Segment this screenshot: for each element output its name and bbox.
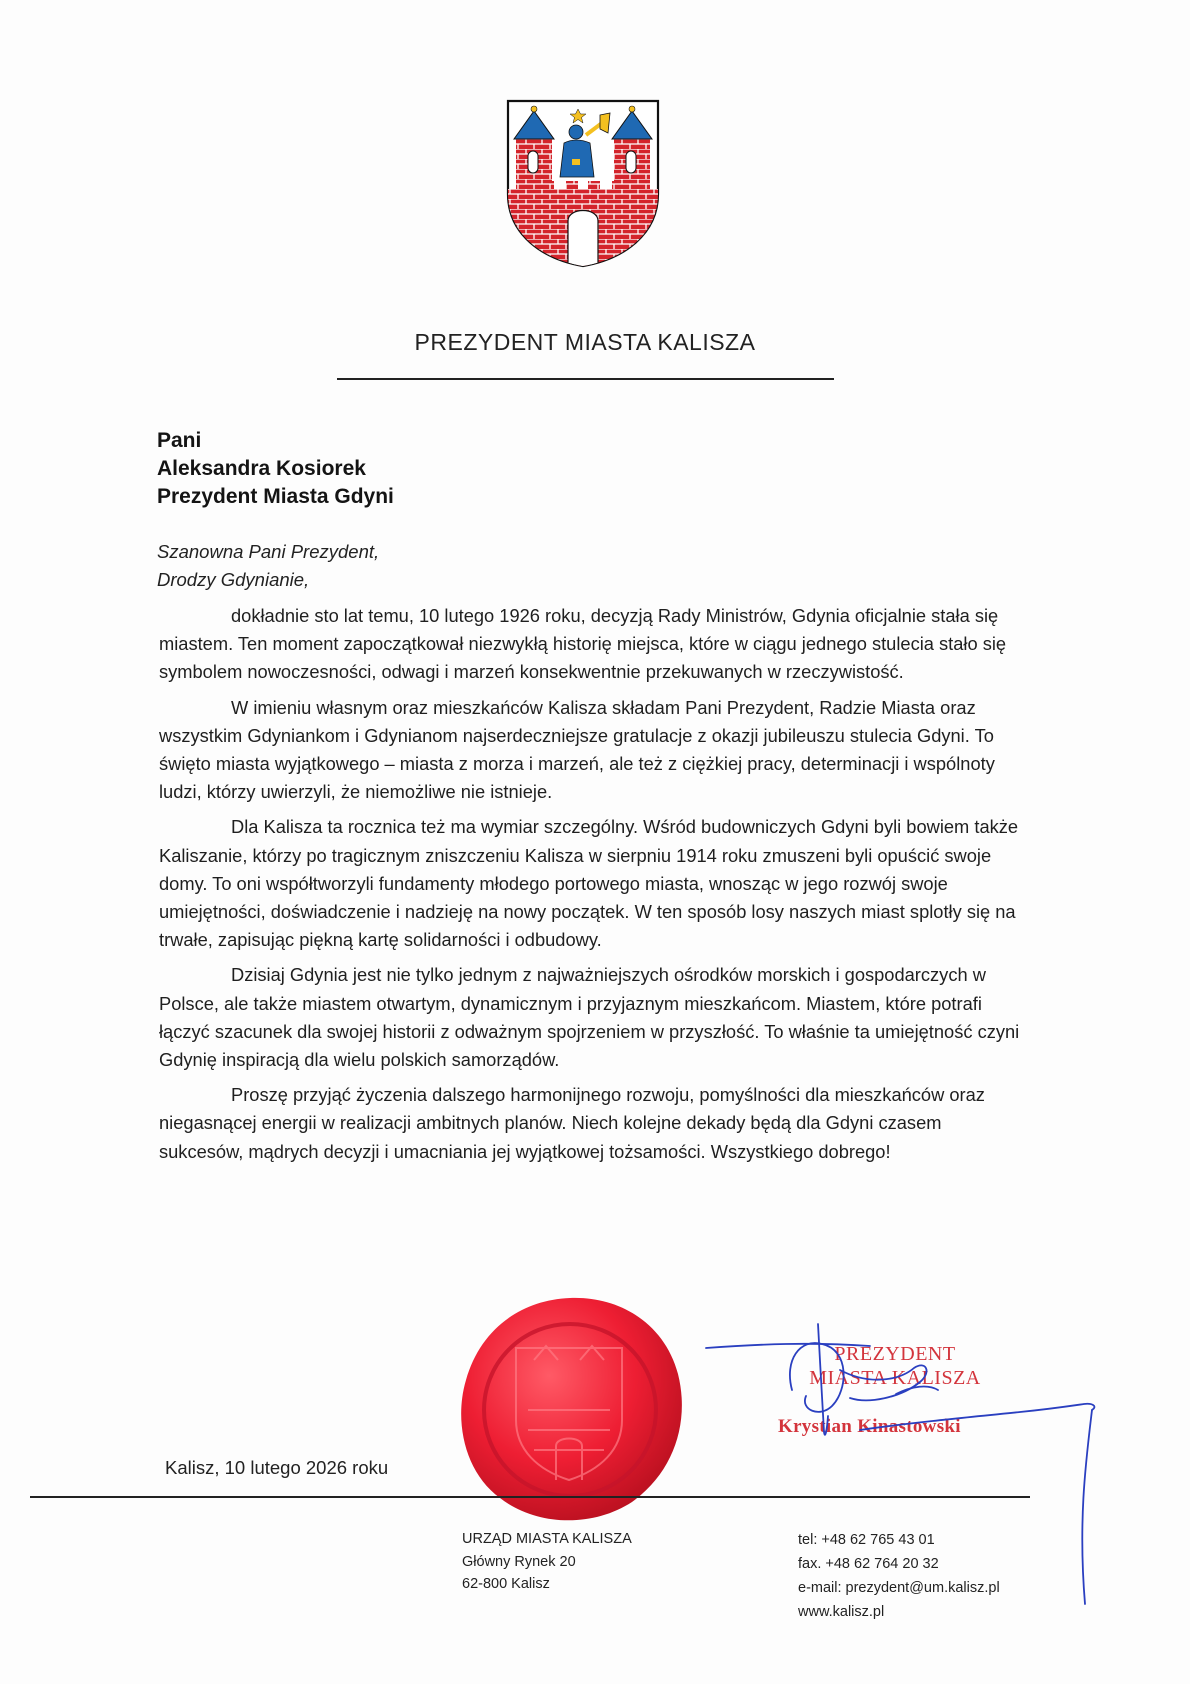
footer-address — [462, 1528, 632, 1596]
body-paragraph: Dla Kalisza ta rocznica też ma wymiar szczególny. Wśród budowniczych Gdyni byli bowiem także Kaliszanie, którzy po tragicznym zniszczeniu Kalisza w sierpniu 1914 roku zmuszeni byli opuścić swoje domy. To oni współtworzyli fundamenty młodego portowego miasta, wnosząc w jego rozwój swoje umiejętności, doświadczenie i nadzieję na nowy początek. W ten sposób losy naszych miast splotły się na trwałe, zapisując piękną kartę solidarności i odbudowy. — [159, 816, 1019, 951]
body-paragraph: dokładnie sto lat temu, 10 lutego 1926 roku, decyzją Rady Ministrów, Gdynia oficjalnie stała się miastem. Ten moment zapoczątkował niezwykłą historię miejsca, które w ciągu jednego stulecia stało się symbolem nowoczesności, odwagi i marzeń konsekwentnie przekuwanych w rzeczywistość. — [159, 605, 1007, 683]
footer-street: Główny Rynek 20 — [462, 1553, 576, 1570]
letter-body — [159, 602, 1030, 1173]
salutation-block — [157, 538, 379, 594]
letterhead-title: PREZYDENT MIASTA KALISZA — [414, 329, 756, 355]
addressee-title: Prezydent Miasta Gdyni — [157, 485, 394, 508]
footer-email: e-mail: prezydent@um.kalisz.pl — [798, 1580, 1000, 1596]
kalisz-coat-of-arms-icon — [506, 99, 660, 269]
body-paragraph: W imieniu własnym oraz mieszkańców Kalisza składam Pani Prezydent, Radzie Miasta oraz wszystkim Gdyniankom i Gdynianom najserdeczniejsze gratulacje z okazji jubileuszu stulecia Gdyni. To święto miasta wyjątkowego – miasta z morza i marzeń, ale też z ciężkiej pracy, determinacji i wspólnoty ludzi, którzy uwierzyli, że niemożliwe nie istnieje. — [159, 696, 995, 803]
stamp-signatory-name: Krystian Kinastowski — [778, 1416, 961, 1437]
stamp-title-line: MIASTA KALISZA — [809, 1367, 981, 1389]
body-paragraph: Proszę przyjąć życzenia dalszego harmonijnego rozwoju, pomyślności dla mieszkańców oraz niegasnącej energii w realizacji ambitnych planów. Niech kolejne dekady będą dla Gdyni czasem sukcesów, mądrych decyzji i umacniania jej wyjątkowej tożsamości. Wszystkiego dobrego! — [159, 1084, 985, 1162]
footer-postal: 62-800 Kalisz — [462, 1576, 550, 1592]
wax-seal-icon — [450, 1290, 690, 1530]
addressee-name: Aleksandra Kosiorek — [157, 457, 366, 480]
salutation-line: Szanowna Pani Prezydent, — [157, 541, 380, 562]
footer-divider — [30, 1496, 1030, 1498]
footer-contact — [798, 1528, 1000, 1624]
official-stamp — [770, 1342, 1020, 1438]
footer-fax: fax. +48 62 764 20 32 — [798, 1556, 939, 1572]
body-paragraph: Dzisiaj Gdynia jest nie tylko jednym z najważniejszych ośrodków morskich i gospodarczych w Polsce, ale także miastem otwartym, dynamicznym i przyjaznym mieszkańcom. Miastem, które potrafi łączyć szacunek dla swojej historii z odważnym spojrzeniem w przyszłość. To właśnie ta umiejętność czyni Gdynię inspiracją dla wielu polskich samorządów. — [159, 964, 1020, 1071]
addressee-line: Pani — [157, 429, 202, 452]
letter-date: Kalisz, 10 lutego 2026 roku — [165, 1457, 389, 1478]
footer-office-name: URZĄD MIASTA KALISZA — [462, 1531, 632, 1547]
footer-website: www.kalisz.pl — [798, 1604, 885, 1620]
addressee-block — [157, 427, 394, 511]
stamp-title-line: PREZYDENT — [834, 1343, 956, 1365]
salutation-line: Drodzy Gdynianie, — [157, 569, 310, 590]
header-divider — [337, 378, 834, 380]
footer-phone: tel: +48 62 765 43 01 — [798, 1532, 935, 1548]
